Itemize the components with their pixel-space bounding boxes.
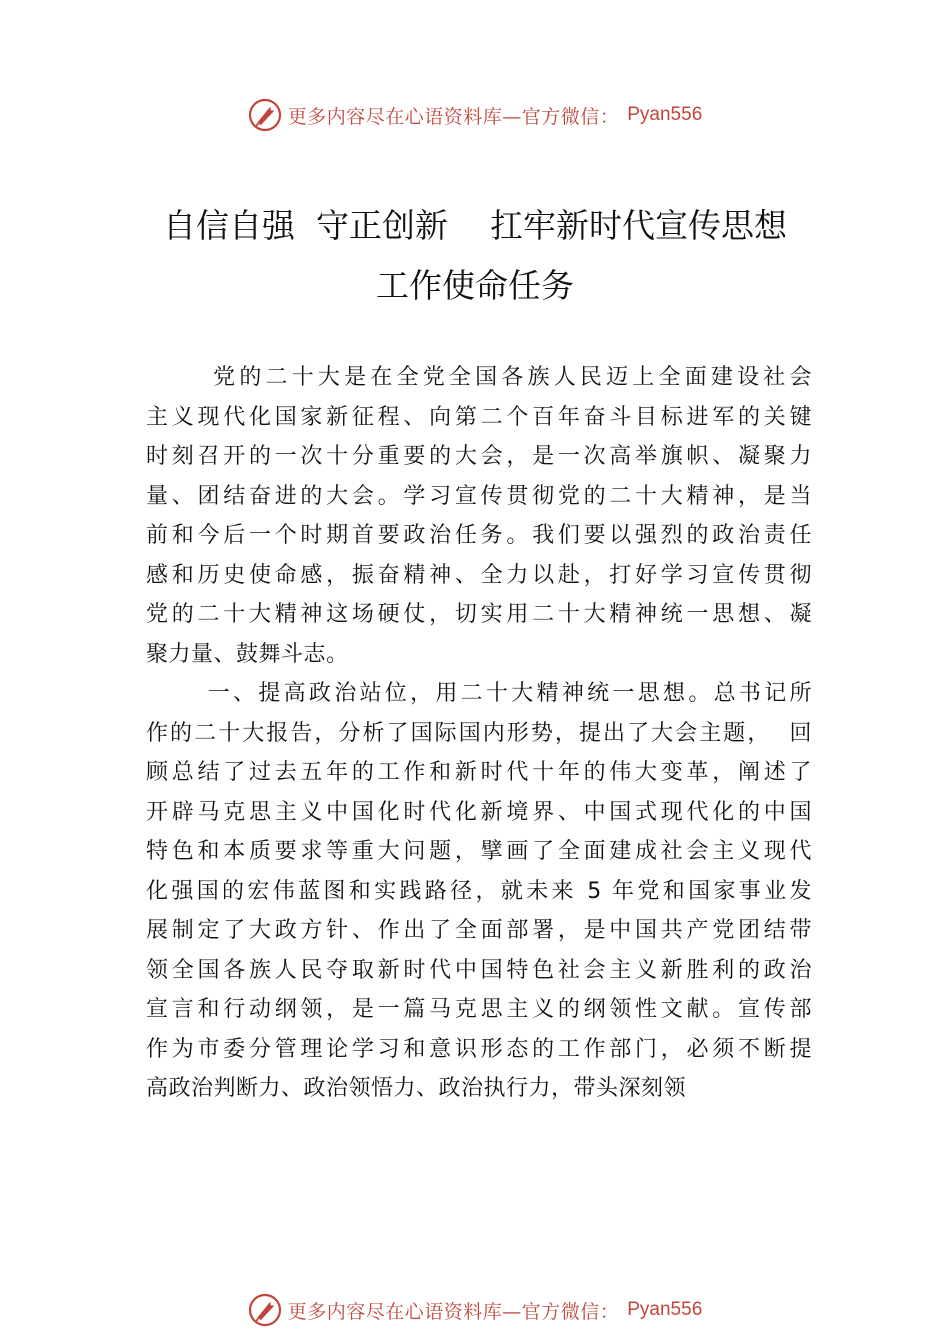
document-body — [146, 358, 812, 1109]
pen-logo-icon — [248, 98, 282, 132]
body-line: 高政治判断力、政治领悟力、政治执行力，带头深刻领 — [146, 1076, 687, 1101]
body-line: 党的二十大是在全党全国各族人民迈上全面建设社会 — [146, 365, 812, 390]
body-line: 作的二十大报告，分析了国际国内形势，提出了大会主题， 回 — [146, 720, 812, 746]
body-line: 展制定了大政方针、作出了全面部署，是中国共产党团结带 — [146, 918, 812, 943]
body-line: 宣言和行动纲领，是一篇马克思主义的纲领性文献。宣传部 — [146, 997, 812, 1022]
body-line: 领全国各族人民夺取新时代中国特色社会主义新胜利的政治 — [146, 957, 812, 983]
watermark-wechat-id: Pyan556 — [627, 104, 703, 125]
body-line: 党的二十大精神这场硬仗，切实用二十大精神统一思想、凝 — [146, 602, 812, 627]
header-watermark — [0, 95, 950, 135]
pen-logo-icon — [248, 1293, 282, 1327]
body-line: 前和今后一个时期首要政治任务。我们要以强烈的政治责任 — [146, 523, 812, 548]
body-line: 聚力量、鼓舞斗志。 — [146, 641, 349, 667]
body-line: 化强国的宏伟蓝图和实践路径，就未来 5 年党和国家事业发 — [146, 878, 812, 904]
body-line: 一、提高政治站位，用二十大精神统一思想。总书记所 — [146, 681, 812, 706]
watermark-wechat-id: Pyan556 — [627, 1299, 703, 1320]
body-line: 感和历史使命感，振奋精神、全力以赴，打好学习宣传贯彻 — [146, 562, 812, 588]
document-title-line-2: 工作使命任务 — [376, 266, 574, 305]
body-line: 顾总结了过去五年的工作和新时代十年的伟大变革，阐述了 — [146, 760, 812, 785]
footer-watermark — [0, 1290, 950, 1330]
body-line: 作为市委分管理论学习和意识形态的工作部门，必须不断提 — [146, 1036, 812, 1062]
watermark-text: 更多内容尽在心语资料库—官方微信： — [287, 105, 620, 128]
body-line: 特色和本质要求等重大问题，擘画了全面建成社会主义现代 — [146, 839, 812, 864]
body-line: 开辟马克思主义中国化时代化新境界、中国式现代化的中国 — [146, 799, 812, 825]
watermark-text: 更多内容尽在心语资料库—官方微信： — [287, 1300, 620, 1323]
body-line: 量、团结奋进的大会。学习宣传贯彻党的二十大精神，是当 — [146, 483, 812, 509]
body-line: 主义现代化国家新征程、向第二个百年奋斗目标进军的关键 — [146, 404, 812, 430]
body-line: 时刻召开的一次十分重要的大会，是一次高举旗帜、凝聚力 — [146, 444, 812, 469]
document-title-line-1: 自信自强 守正创新 扛牢新时代宣传思想 — [163, 206, 787, 245]
